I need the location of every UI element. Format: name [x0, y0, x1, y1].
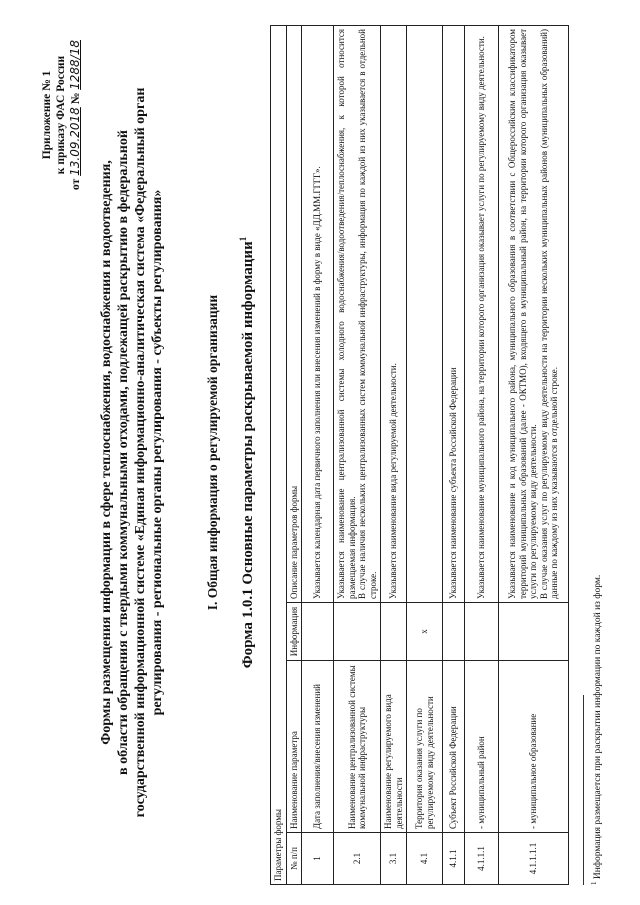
row-info: x — [407, 603, 443, 661]
desc-paragraph: Указывается наименование централизованной системы холодного водоснабжения/водоотведения/теплоснабжения, к которой относится размещаемая информация. — [336, 29, 357, 599]
table-row — [443, 26, 465, 885]
footnote-text: Информация размещается при раскрытии информации по каждой из форм. — [593, 574, 604, 880]
row-desc — [465, 26, 499, 603]
row-name: - муниципальный район — [465, 661, 499, 833]
params-table — [270, 25, 569, 885]
row-num: 4.1.1.1.1 — [499, 833, 569, 885]
row-desc — [334, 26, 381, 603]
row-desc — [443, 26, 465, 603]
row-name: Субъект Российской Федерации — [443, 661, 465, 833]
desc-paragraph: Указывается наименование муниципального района, на территории которого организация оказывает услуги по регулируемому виду деятельности. — [476, 36, 487, 599]
desc-paragraph: В случае наличия нескольких централизованных систем коммунальной инфраструктуры, информация по каждой из них указывается в отдельной строке. — [357, 29, 378, 599]
handwritten-number: 1288/18 — [68, 40, 82, 90]
table-row — [334, 26, 381, 885]
row-info — [499, 603, 569, 661]
footnote-ref: 1 — [238, 236, 248, 242]
handwritten-date: 13.09.2018 — [68, 107, 82, 176]
footnote-divider — [583, 695, 584, 885]
date-prefix: от — [70, 178, 82, 191]
row-info — [302, 603, 334, 661]
table-row — [499, 26, 569, 885]
desc-paragraph: Указывается наименование субъекта Российской Федерации — [448, 367, 459, 599]
group-header-cell: Параметры формы — [271, 26, 287, 885]
footnote — [590, 25, 603, 885]
row-info — [443, 603, 465, 661]
appendix-header — [40, 20, 83, 210]
title-line: регулирования - региональные органы регулирования - субъекты регулирования» — [150, 189, 165, 716]
header-num: № п/п — [286, 833, 302, 885]
table-row — [381, 26, 407, 885]
form-heading-text: Форма 1.0.1 Основные параметры раскрываемой информации — [240, 241, 256, 669]
row-info — [334, 603, 381, 661]
form-heading — [238, 20, 257, 885]
title-line: государственной информационной системе «Единая информационно-аналитическая система «Федеральный орган — [133, 87, 148, 818]
row-num: 3.1 — [381, 833, 407, 885]
header-info: Информация — [286, 603, 302, 661]
desc-paragraph: Указывается календарная дата первичного заполнения или внесения изменений в форму в виде «ДД.ММ.ГГГГ». — [312, 166, 323, 599]
row-info — [465, 603, 499, 661]
desc-paragraph: Указывается наименование вида регулируемой деятельности. — [388, 363, 399, 599]
table-row — [465, 26, 499, 885]
row-name: - муниципальное образование — [499, 661, 569, 833]
row-desc — [381, 26, 407, 603]
header-desc: Описание параметров формы — [286, 26, 302, 603]
title-line: в области обращения с твердыми коммунальными отходами, подлежащей раскрытию в федеральной — [116, 130, 131, 775]
row-name: Наименование регулируемого вида деятельности — [381, 661, 407, 833]
appendix-order: к приказу ФАС России — [55, 55, 67, 175]
row-desc — [302, 26, 334, 603]
row-num: 4.1 — [407, 833, 443, 885]
table-group-header-row — [271, 26, 287, 885]
row-num: 4.1.1 — [443, 833, 465, 885]
row-num: 1 — [302, 833, 334, 885]
desc-paragraph: Указывается наименование и код муниципального района, муниципального образования в соответствии с Общероссийским классификатором территорий муниципальных образований (далее - ОКТМО), входящего в муниципальный район, на территории которого организация оказывает услуги по регулируемому виду деятельности. — [507, 29, 539, 599]
appendix-number: Приложение № 1 — [41, 70, 53, 160]
document-title — [98, 20, 166, 885]
title-line: Формы размещения информации в сфере теплоснабжения, водоснабжения и водоотведения, — [99, 160, 114, 745]
row-name: Территория оказания услуги по регулируемому виду деятельности — [407, 661, 443, 833]
footnote-marker: 1 — [590, 881, 598, 885]
table-header-row — [286, 26, 302, 885]
appendix-date-line — [68, 20, 83, 210]
row-num: 2.1 — [334, 833, 381, 885]
row-name: Наименование централизованной системы коммунальной инфраструктуры — [334, 661, 381, 833]
row-desc — [499, 26, 569, 603]
row-name: Дата заполнения/внесения изменений — [302, 661, 334, 833]
table-row — [302, 26, 334, 885]
row-info — [381, 603, 407, 661]
table-row — [407, 26, 443, 885]
row-num: 4.1.1.1 — [465, 833, 499, 885]
row-desc — [407, 26, 443, 603]
section-heading: I. Общая информация о регулируемой организации — [205, 294, 220, 611]
number-prefix: № — [70, 92, 82, 105]
header-name: Наименование параметра — [286, 661, 302, 833]
desc-paragraph: В случае оказания услуг по регулируемому виду деятельности на территории нескольких муниципальных районов (муниципальных образований) данные по каждому из них указываются в отдельной строке. — [538, 29, 560, 599]
